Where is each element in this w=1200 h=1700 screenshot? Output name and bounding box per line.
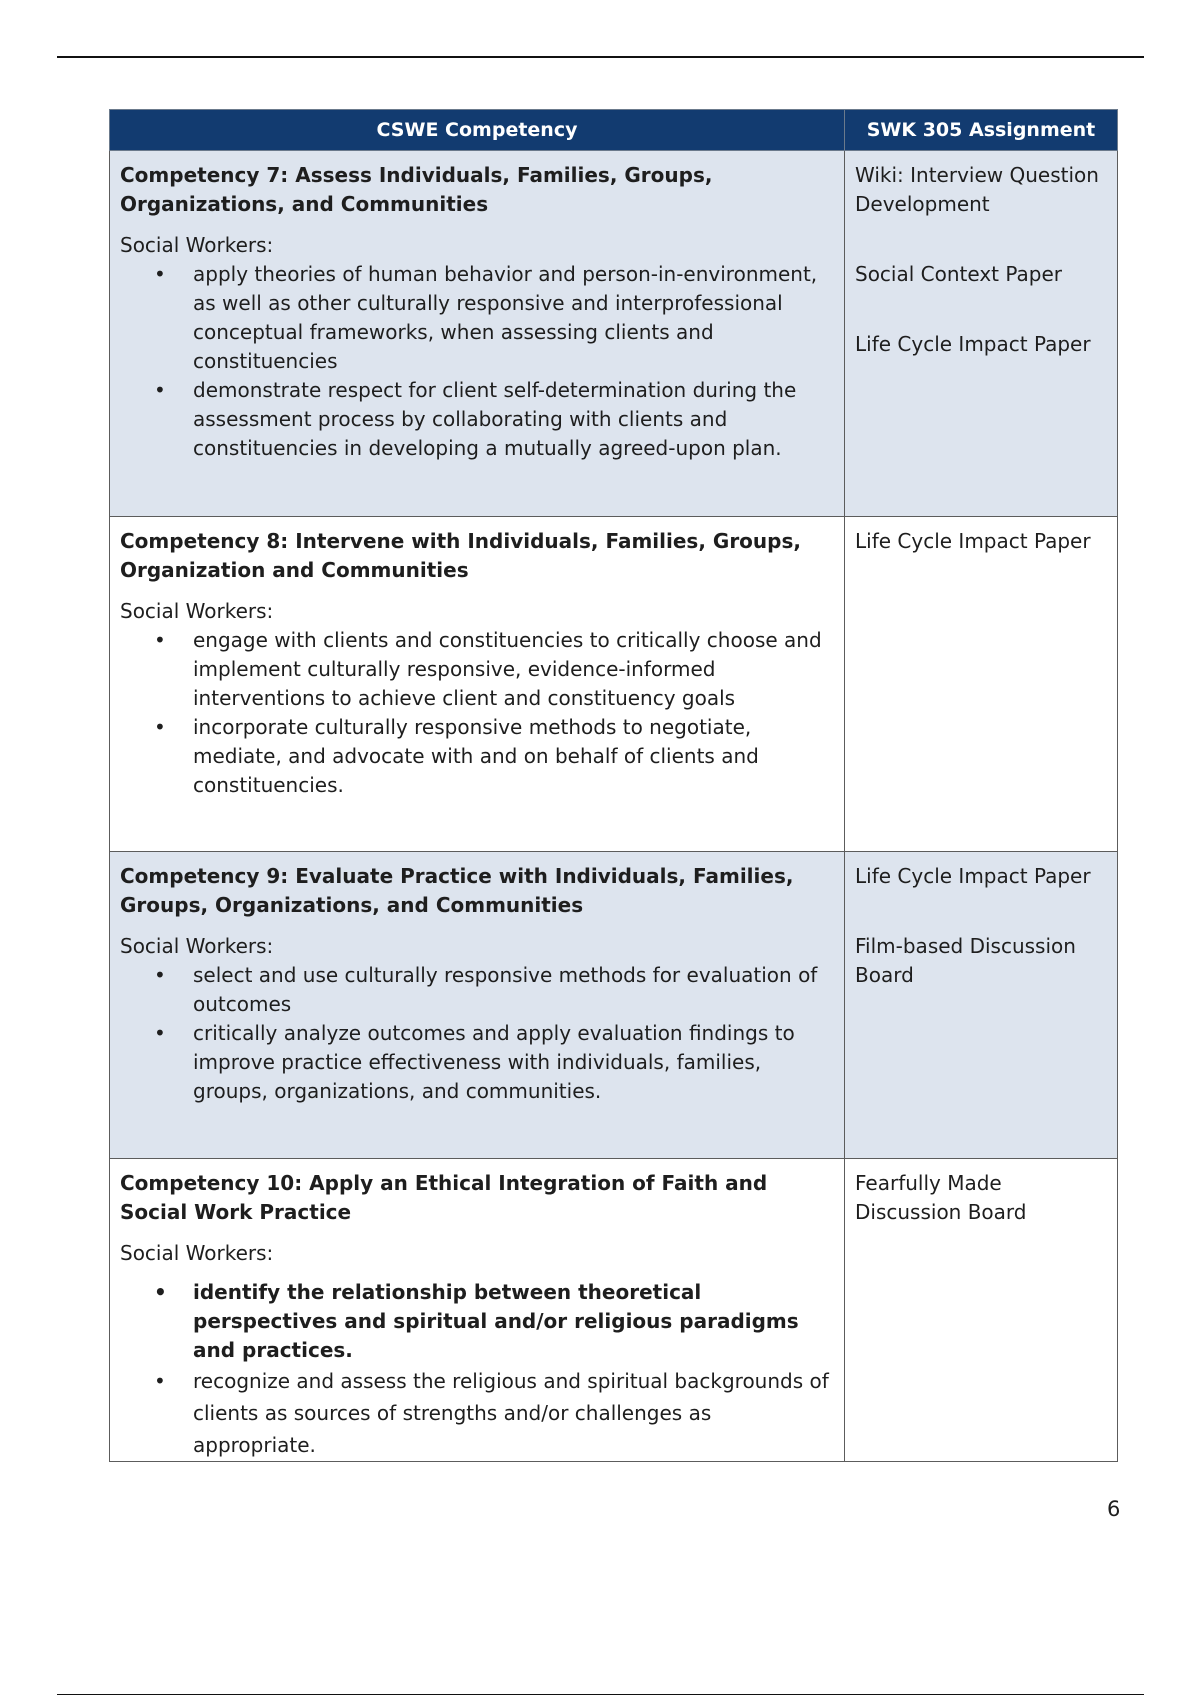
list-item — [154, 961, 834, 1019]
assignment-item: Life Cycle Impact Paper — [855, 332, 1091, 356]
assignment-item: Life Cycle Impact Paper — [855, 864, 1091, 888]
competency-bullets — [120, 260, 834, 463]
competency-title: Competency 8: Intervene with Individuals, Families, Groups, Organization and Communities — [120, 529, 801, 582]
bullet-text: incorporate culturally responsive methods to negotiate, mediate, and advocate with and on behalf of clients and constituencies. — [193, 715, 759, 797]
bullet-glyph: • — [154, 963, 166, 987]
page-number: 6 — [1107, 1497, 1121, 1521]
header-swk-assignment: SWK 305 Assignment — [845, 110, 1118, 151]
top-rule — [57, 56, 1144, 58]
competency-title: Competency 9: Evaluate Practice with Individuals, Families, Groups, Organizations, and Communities — [120, 864, 794, 917]
table-row-competency-8 — [110, 517, 1118, 852]
assignment-cell — [845, 1159, 1118, 1462]
table-row-competency-9 — [110, 852, 1118, 1159]
assignment-cell — [845, 517, 1118, 852]
assignment-item: Fearfully Made Discussion Board — [855, 1171, 1027, 1224]
competency-table — [109, 109, 1118, 1462]
assignment-item: Wiki: Interview Question Development — [855, 163, 1099, 216]
assignment-cell — [845, 852, 1118, 1159]
list-item — [154, 1278, 834, 1365]
assignment-cell — [845, 151, 1118, 517]
bullet-text: engage with clients and constituencies to critically choose and implement culturally responsive, evidence-informed interventions to achieve client and constituency goals — [193, 628, 822, 710]
competency-cell — [110, 517, 845, 852]
bullet-glyph: • — [154, 628, 166, 652]
bullet-glyph: • — [154, 262, 166, 286]
bullet-glyph: • — [154, 378, 166, 402]
bullet-glyph: • — [154, 715, 166, 739]
competency-bullets — [120, 626, 834, 800]
bullet-glyph: • — [154, 1280, 167, 1304]
bullet-glyph: • — [154, 1369, 166, 1393]
competency-title: Competency 10: Apply an Ethical Integration of Faith and Social Work Practice — [120, 1171, 768, 1224]
bottom-rule — [57, 1694, 1144, 1695]
assignment-item: Life Cycle Impact Paper — [855, 529, 1091, 553]
list-item — [154, 1365, 834, 1461]
list-item — [154, 713, 834, 800]
list-item — [154, 1019, 834, 1106]
competency-bullets — [120, 1278, 834, 1461]
list-item — [154, 260, 834, 376]
competency-cell — [110, 1159, 845, 1462]
competency-intro: Social Workers: — [120, 934, 274, 958]
assignment-item: Social Context Paper — [855, 262, 1063, 286]
bullet-text: demonstrate respect for client self-determination during the assessment process by collaborating with clients and constituencies in developing a mutually agreed-upon plan. — [193, 378, 797, 460]
competency-intro: Social Workers: — [120, 599, 274, 623]
bullet-text: identify the relationship between theoretical perspectives and spiritual and/or religious paradigms and practices. — [193, 1280, 799, 1362]
list-item — [154, 376, 834, 463]
list-item — [154, 626, 834, 713]
bullet-text: select and use culturally responsive methods for evaluation of outcomes — [193, 963, 818, 1016]
table-row-competency-10 — [110, 1159, 1118, 1462]
bullet-glyph: • — [154, 1021, 166, 1045]
competency-cell — [110, 151, 845, 517]
competency-intro: Social Workers: — [120, 1241, 274, 1265]
competency-title: Competency 7: Assess Individuals, Families, Groups, Organizations, and Communities — [120, 163, 713, 216]
table-row-competency-7 — [110, 151, 1118, 517]
assignment-item: Film-based Discussion Board — [855, 934, 1076, 987]
competency-cell — [110, 852, 845, 1159]
table-header-row — [110, 110, 1118, 151]
competency-intro: Social Workers: — [120, 233, 274, 257]
bullet-text: apply theories of human behavior and person-in-environment, as well as other culturally responsive and interprofessional conceptual frameworks, when assessing clients and constituencies — [193, 262, 818, 373]
header-cswe-competency: CSWE Competency — [110, 110, 845, 151]
bullet-text: critically analyze outcomes and apply evaluation findings to improve practice effectiveness with individuals, families, groups, organizations, and communities. — [193, 1021, 795, 1103]
bullet-text: recognize and assess the religious and spiritual backgrounds of clients as sources of strengths and/or challenges as appropriate. — [193, 1369, 829, 1457]
competency-bullets — [120, 961, 834, 1106]
